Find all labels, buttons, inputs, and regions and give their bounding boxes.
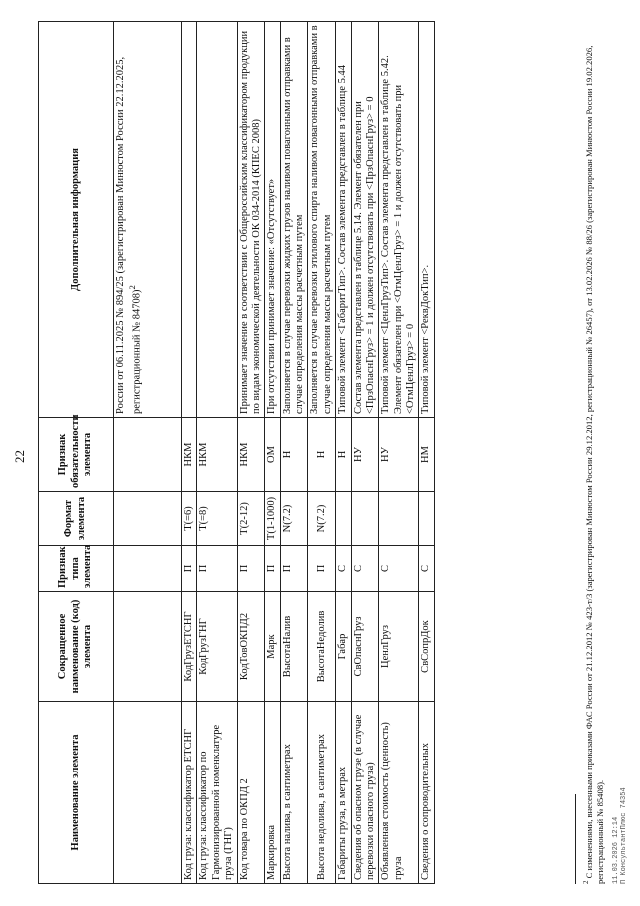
cell-format: [114, 492, 182, 546]
cell-required: НКМ: [197, 418, 237, 492]
cell-info-text: России от 06.11.2025 № 894/25 (зарегистрирован Минюстом России 22.12.2025, регистрационный № 84708): [115, 56, 143, 414]
cell-name: Сведения об опасном грузе (в случае перевозки опасного груза): [351, 702, 379, 884]
cell-code: КодТовОКПД2: [237, 592, 265, 702]
cell-code: [114, 592, 182, 702]
cell-name: Код груза: классификатор ЕТСНГ: [182, 702, 197, 884]
table-row: [351, 22, 379, 884]
cell-info: При отсутствии принимает значение: «Отсутствует»: [265, 22, 280, 418]
cell-format: N(7.2): [280, 492, 308, 546]
cell-code: СвОпаснГруз: [351, 592, 379, 702]
cell-name: Объявленная стоимость (ценность) груза: [379, 702, 419, 884]
cell-type: П: [182, 546, 197, 592]
cell-info: Заполняется в случае перевозки этилового спирта наливом повагонными отправками в случае определения массы расчетным путем: [308, 22, 336, 418]
cell-info: Типовой элемент <ЦенлГрузТип>. Состав элемента представлен в таблице 5.42. Элемент обязателен при <ОтмЦенлГруз> = 1 и должен отсутствовать при <ОтмЦенлГруз> = 0: [379, 22, 419, 418]
cell-format: [351, 492, 379, 546]
page-number: 22: [12, 450, 27, 463]
footnote-marker: 2: [582, 880, 590, 884]
cell-info: [182, 22, 197, 418]
cell-type: П: [265, 546, 280, 592]
elements-table: [38, 21, 435, 884]
cell-name: Высота налива, в сантиметрах: [280, 702, 308, 884]
cell-type: П: [197, 546, 237, 592]
cell-code: ЦенлГруз: [379, 592, 419, 702]
cell-name: Высота недолива, в сантиметрах: [308, 702, 336, 884]
cell-required: НУ: [379, 418, 419, 492]
cell-type: [114, 546, 182, 592]
cell-type: П: [308, 546, 336, 592]
table-row: [379, 22, 419, 884]
cell-format: N(7.2): [308, 492, 336, 546]
cell-type: С: [419, 546, 434, 592]
cell-code: ВысотаНедолив: [308, 592, 336, 702]
stamp-line: П КонсультантПлюс 74354: [620, 787, 629, 884]
cell-info: Принимает значение в соответствии с Общероссийским классификатором продукции по видам экономической деятельности ОК 034-2014 (КПЕС 2008): [237, 22, 265, 418]
header-additional-info: Дополнительная информация: [39, 22, 114, 418]
cell-code: Габар: [336, 592, 351, 702]
cell-format: [379, 492, 419, 546]
cell-format: [419, 492, 434, 546]
table-row: [419, 22, 434, 884]
cell-info: [114, 22, 182, 418]
cell-code: КодГрузГНГ: [197, 592, 237, 702]
cell-type: С: [351, 546, 379, 592]
cell-name: Код груза: классификатор по Гармонизированной номенклатуре груза (ГНГ): [197, 702, 237, 884]
cell-required: НМ: [419, 418, 434, 492]
cell-type: П: [237, 546, 265, 592]
cell-name: Маркировка: [265, 702, 280, 884]
table-row: [237, 22, 265, 884]
table-row: [280, 22, 308, 884]
cell-format: [336, 492, 351, 546]
cell-type: С: [379, 546, 419, 592]
cell-name: Габариты груза, в метрах: [336, 702, 351, 884]
cell-info: Заполняется в случае перевозки жидких грузов наливом повагонными отправками в случае определения массы расчетным путем: [280, 22, 308, 418]
table-row: [265, 22, 280, 884]
document-stamp: [612, 787, 628, 884]
header-element-required: Признак обязательности элемента: [39, 418, 114, 492]
cell-required: НУ: [351, 418, 379, 492]
cell-code: СвСопрДок: [419, 592, 434, 702]
cell-required: НКМ: [182, 418, 197, 492]
table-row: [114, 22, 182, 884]
cell-format: T(=8): [197, 492, 237, 546]
stamp-line: 11.03.2026 12:14: [612, 816, 620, 884]
cell-format: T(2-12): [237, 492, 265, 546]
cell-required: [114, 418, 182, 492]
header-element-type: Признак типа элемента: [39, 546, 114, 592]
header-element-format: Формат элемента: [39, 492, 114, 546]
cell-info: Типовой элемент <ГабаритТип>. Состав элемента представлен в таблице 5.44: [336, 22, 351, 418]
footnote-reference: 2: [127, 285, 138, 290]
footnote-text: С изменениями, внесенными приказами ФАС России от 21.12.2012 № 423-т/3 (зарегистрирован Минюстом России 29.12.2012, регистрационный № 26457), от 13.02.2026 № 88/26 (зарегистрирован Минюстом России 19.02.2026, регистрационный № 85408).: [583, 45, 605, 884]
cell-info: Состав элемента представлен в таблице 5.14. Элемент обязателен при <ПрзОпаснГруз> = 1 и должен отсутствовать при <ПрзОпаснГруз> = 0: [351, 22, 379, 418]
cell-info: Типовой элемент <РеквДокТип>.: [419, 22, 434, 418]
cell-required: ОМ: [265, 418, 280, 492]
cell-required: НКМ: [237, 418, 265, 492]
cell-info: [197, 22, 237, 418]
header-element-name: Наименование элемента: [39, 702, 114, 884]
header-element-code: Сокращенное наименование (код) элемента: [39, 592, 114, 702]
cell-required: Н: [336, 418, 351, 492]
table-row: [197, 22, 237, 884]
table-row: [308, 22, 336, 884]
cell-type: С: [336, 546, 351, 592]
cell-required: Н: [308, 418, 336, 492]
cell-name: Сведения о сопроводительных: [419, 702, 434, 884]
footnote: [582, 14, 605, 884]
cell-format: T(1-1000): [265, 492, 280, 546]
table-row: [182, 22, 197, 884]
cell-code: Марк: [265, 592, 280, 702]
cell-code: КодГрузЕТСНГ: [182, 592, 197, 702]
cell-name: [114, 702, 182, 884]
cell-type: П: [280, 546, 308, 592]
footnote-separator: [575, 794, 576, 884]
cell-required: Н: [280, 418, 308, 492]
cell-code: ВысотаНалив: [280, 592, 308, 702]
table-header-row: [39, 22, 114, 884]
table-row: [336, 22, 351, 884]
cell-name: Код товара по ОКПД 2: [237, 702, 265, 884]
cell-format: T(=6): [182, 492, 197, 546]
